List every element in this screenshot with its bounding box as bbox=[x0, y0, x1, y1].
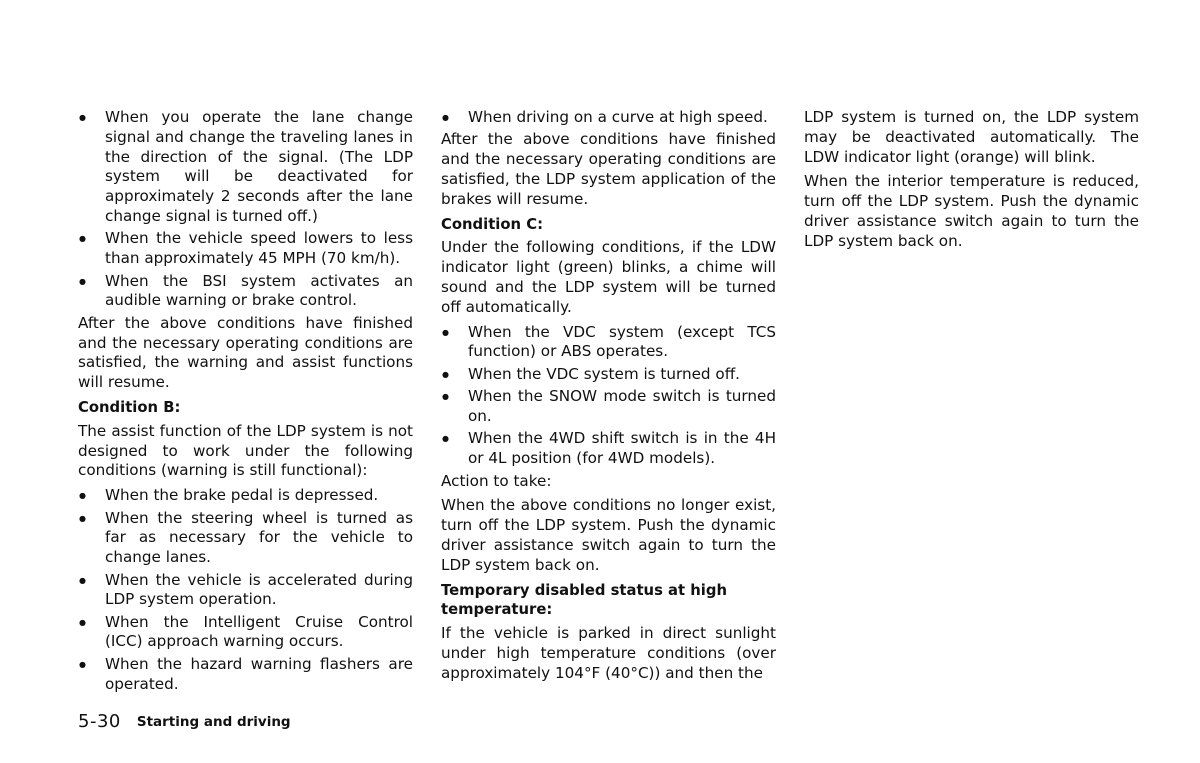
paragraph: When the above conditions no longer exist, turn off the LDP system. Push the dynamic driver assistance switch again to turn the LDP system back on. bbox=[441, 496, 776, 574]
list-item: ● When the VDC system (except TCS function) or ABS operates. bbox=[441, 323, 776, 363]
list-item: ● When the 4WD shift switch is in the 4H or 4L position (for 4WD models). bbox=[441, 429, 776, 469]
text-column-3 bbox=[804, 108, 1139, 257]
list-item: ● When the hazard warning flashers are operated. bbox=[78, 655, 413, 695]
section-heading: Condition B: bbox=[78, 398, 181, 416]
section-heading: Temporary disabled status at high temperature: bbox=[441, 581, 727, 619]
section-heading: Condition C: bbox=[441, 215, 543, 233]
paragraph: Action to take: bbox=[441, 471, 552, 490]
list-item: ● When the BSI system activates an audible warning or brake control. bbox=[78, 272, 413, 312]
section-title: Starting and driving bbox=[136, 714, 291, 730]
paragraph: When the interior temperature is reduced, turn off the LDP system. Push the dynamic driver assistance switch again to turn the LDP system back on. bbox=[804, 172, 1139, 250]
list-item: ● When driving on a curve at high speed. bbox=[441, 108, 776, 128]
text-column-1 bbox=[78, 108, 413, 697]
list-item: ● When the Intelligent Cruise Control (ICC) approach warning occurs. bbox=[78, 613, 413, 653]
paragraph: The assist function of the LDP system is not designed to work under the following conditions (warning is still functional): bbox=[78, 421, 413, 480]
list-item: ● When the SNOW mode switch is turned on. bbox=[441, 387, 776, 427]
list-item: ● When the steering wheel is turned as far as necessary for the vehicle to change lanes. bbox=[78, 509, 413, 568]
paragraph: Under the following conditions, if the LDW indicator light (green) blinks, a chime will sound and the LDP system will be turned off automatically. bbox=[441, 238, 776, 316]
paragraph: LDP system is turned on, the LDP system may be deactivated automatically. The LDW indicator light (orange) will blink. bbox=[804, 108, 1139, 166]
list-item: ● When the VDC system is turned off. bbox=[441, 365, 776, 385]
paragraph: After the above conditions have finished and the necessary operating conditions are satisfied, the LDP system application of the brakes will resume. bbox=[441, 130, 776, 208]
list-item: ● When the vehicle is accelerated during LDP system operation. bbox=[78, 571, 413, 611]
text-column-2 bbox=[441, 108, 776, 683]
paragraph: If the vehicle is parked in direct sunlight under high temperature conditions (over approximately 104°F (40°C)) and then the bbox=[441, 624, 776, 682]
page-number: 5-30 bbox=[78, 711, 121, 732]
list-item: ● When the vehicle speed lowers to less than approximately 45 MPH (70 km/h). bbox=[78, 229, 413, 269]
list-item: ● When you operate the lane change signal and change the traveling lanes in the direction of the signal. (The LDP system will be deactivated for approximately 2 seconds after the lane change signal is turned off.) bbox=[78, 108, 413, 227]
list-item: ● When the brake pedal is depressed. bbox=[78, 486, 413, 506]
page-footer bbox=[78, 711, 291, 732]
paragraph: After the above conditions have finished and the necessary operating conditions are satisfied, the warning and assist functions will resume. bbox=[78, 313, 413, 392]
